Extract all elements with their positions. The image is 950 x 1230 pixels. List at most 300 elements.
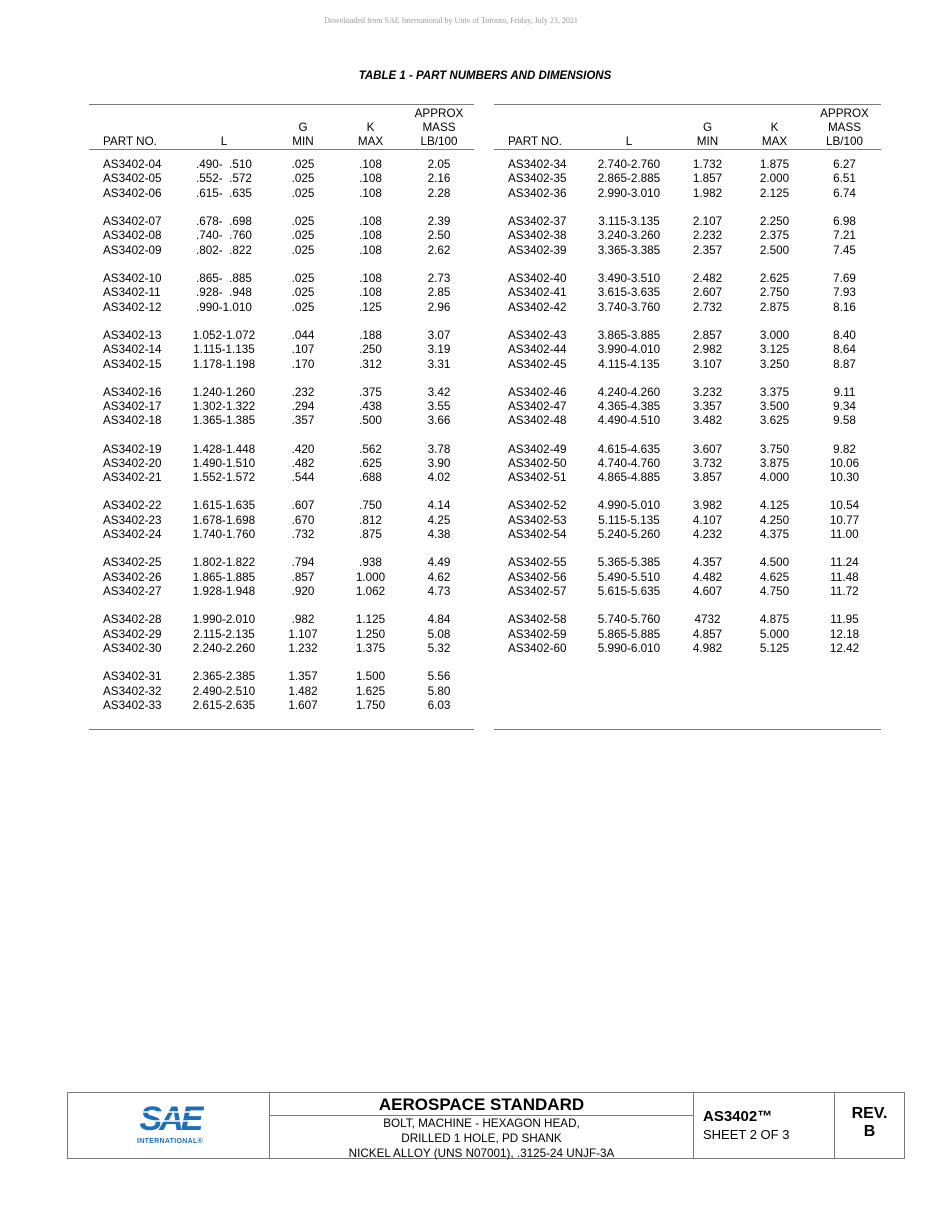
logo-cell (68, 1093, 270, 1158)
group-spacer (89, 543, 474, 557)
length-cell: 4.865-4.885 (597, 471, 661, 485)
g-min-cell: .794 (291, 556, 315, 570)
length-cell: 2.615-2.635 (192, 698, 256, 712)
table-row (494, 471, 881, 485)
mass-cell: 2.96 (427, 300, 451, 314)
length-cell: .552- .572 (196, 172, 252, 186)
k-max-cell: 1.000 (355, 570, 386, 584)
mass-cell: 4.73 (427, 585, 451, 599)
length-cell: 3.365-3.385 (597, 243, 661, 257)
k-max-cell: .108 (359, 214, 382, 228)
length-cell: 1.865-1.885 (192, 570, 256, 584)
part-number-cell: AS3402-25 (103, 556, 162, 570)
document-number: AS3402™ (703, 1108, 773, 1125)
k-max-cell: 4.125 (759, 499, 790, 513)
part-number-cell: AS3402-22 (103, 499, 162, 513)
length-cell: 1.302-1.322 (192, 400, 256, 414)
revision-label: REV. (851, 1105, 888, 1122)
k-max-cell: .438 (359, 400, 382, 414)
table-row (494, 414, 881, 428)
length-cell: 3.615-3.635 (597, 286, 661, 300)
part-number-cell: AS3402-16 (103, 385, 162, 399)
part-number-cell: AS3402-42 (508, 300, 567, 314)
g-min-cell: 3.357 (692, 400, 723, 414)
g-min-cell: 2.357 (692, 243, 723, 257)
part-number-cell: AS3402-13 (103, 328, 162, 342)
mass-cell: 12.42 (829, 642, 860, 656)
g-min-cell: 3.857 (692, 471, 723, 485)
g-min-cell: 3.982 (692, 499, 723, 513)
length-cell: 5.740-5.760 (597, 613, 661, 627)
length-cell: 2.990-3.010 (597, 186, 661, 200)
part-number-cell: AS3402-40 (508, 271, 567, 285)
k-max-cell: 4.375 (759, 528, 790, 542)
table-row (494, 613, 881, 627)
table-row (494, 272, 881, 286)
table-row (89, 628, 474, 642)
group-spacer (89, 429, 474, 443)
mass-cell: 3.31 (427, 357, 451, 371)
part-number-cell: AS3402-32 (103, 684, 162, 698)
col-l: L (179, 105, 269, 150)
part-number-cell: AS3402-10 (103, 271, 162, 285)
table-row (494, 400, 881, 414)
table-row (494, 571, 881, 585)
k-max-cell: 5.000 (759, 627, 790, 641)
k-max-cell: 3.250 (759, 357, 790, 371)
table-row (89, 499, 474, 513)
table-row (89, 301, 474, 315)
length-cell: 3.740-3.760 (597, 300, 661, 314)
k-max-cell: 1.750 (355, 698, 386, 712)
length-cell: 1.740-1.760 (192, 528, 256, 542)
length-cell: 4.365-4.385 (597, 400, 661, 414)
part-number-cell: AS3402-51 (508, 471, 567, 485)
table-row (89, 443, 474, 457)
col-g: G MIN (269, 105, 337, 150)
g-min-cell: 1.982 (692, 186, 723, 200)
sae-logo-subtitle: INTERNATIONAL® (136, 1138, 203, 1145)
group-spacer (89, 201, 474, 215)
part-number-cell: AS3402-24 (103, 528, 162, 542)
title-block (67, 1092, 905, 1159)
revision-cell (835, 1093, 904, 1158)
k-max-cell: 1.125 (355, 613, 386, 627)
length-cell: 1.240-1.260 (192, 385, 256, 399)
part-number-cell: AS3402-28 (103, 613, 162, 627)
g-min-cell: .982 (291, 613, 315, 627)
part-table-left (89, 104, 474, 730)
length-cell: .740- .760 (196, 229, 252, 243)
mass-cell: 11.24 (830, 556, 859, 570)
col-mass: APPROX MASS LB/100 (808, 105, 881, 150)
part-number-cell: AS3402-48 (508, 414, 567, 428)
sae-logo (134, 1100, 206, 1144)
table-row (89, 343, 474, 357)
length-cell: 2.240-2.260 (192, 642, 256, 656)
table-row (494, 301, 881, 315)
mass-cell: 11.48 (830, 570, 859, 584)
k-max-cell: 3.000 (759, 328, 790, 342)
group-spacer (89, 150, 474, 159)
length-cell: 5.615-5.635 (597, 585, 661, 599)
table-row (89, 229, 474, 243)
part-number-cell: AS3402-27 (103, 585, 162, 599)
mass-cell: 6.98 (833, 214, 856, 228)
mass-cell: 2.50 (427, 229, 451, 243)
g-min-cell: .044 (291, 328, 315, 342)
group-spacer (89, 600, 474, 614)
part-number-cell: AS3402-26 (103, 570, 162, 584)
table-row (89, 172, 474, 186)
length-cell: 1.115-1.135 (193, 343, 255, 357)
length-cell: 1.552-1.572 (192, 471, 256, 485)
table-row (89, 556, 474, 570)
part-number-cell: AS3402-37 (508, 214, 567, 228)
part-number-cell: AS3402-20 (103, 456, 162, 470)
g-min-cell: .025 (291, 229, 315, 243)
part-number-cell: AS3402-55 (508, 556, 567, 570)
k-max-cell: 1.500 (355, 670, 386, 684)
table-row (494, 443, 881, 457)
k-max-cell: 4.875 (759, 613, 790, 627)
g-min-cell: .025 (291, 243, 315, 257)
g-min-cell: .025 (291, 172, 315, 186)
sae-logo-icon (134, 1100, 206, 1134)
table-row (494, 358, 881, 372)
table-row (89, 400, 474, 414)
mass-cell: 4.49 (427, 556, 451, 570)
mass-cell: 6.74 (833, 186, 856, 200)
part-number-cell: AS3402-58 (508, 613, 567, 627)
mass-cell: 4.84 (427, 613, 451, 627)
part-number-cell: AS3402-33 (103, 698, 162, 712)
g-min-cell: 1.857 (692, 172, 723, 186)
table-row (89, 272, 474, 286)
part-number-cell: AS3402-52 (508, 499, 567, 513)
mass-cell: 7.93 (833, 286, 856, 300)
k-max-cell: 2.750 (759, 286, 790, 300)
g-min-cell: 4.482 (692, 570, 723, 584)
table-row (89, 571, 474, 585)
part-number-cell: AS3402-50 (508, 456, 567, 470)
group-spacer (494, 486, 881, 500)
k-max-cell: 2.375 (759, 229, 790, 243)
group-spacer (494, 372, 881, 386)
g-min-cell: .857 (291, 570, 315, 584)
k-max-cell: 1.250 (355, 627, 386, 641)
g-min-cell: 4.857 (692, 627, 723, 641)
length-cell: 3.865-3.885 (597, 328, 661, 342)
g-min-cell: 2.732 (692, 300, 723, 314)
k-max-cell: .375 (359, 385, 382, 399)
length-cell: 1.428-1.448 (192, 442, 256, 456)
col-k: K MAX (337, 105, 404, 150)
table-row (89, 471, 474, 485)
k-max-cell: .188 (359, 328, 382, 342)
mass-cell: 11.95 (830, 613, 859, 627)
table-row (89, 514, 474, 528)
mass-cell: 4.38 (427, 528, 451, 542)
table-row (494, 244, 881, 258)
length-cell: 1.052-1.072 (192, 328, 256, 342)
length-cell: 2.115-2.135 (193, 627, 255, 641)
k-max-cell: 2.875 (759, 300, 790, 314)
length-cell: 4.240-4.260 (597, 385, 661, 399)
mass-cell: 7.21 (833, 229, 856, 243)
k-max-cell: 3.375 (759, 385, 790, 399)
length-cell: 4.115-4.135 (598, 357, 660, 371)
g-min-cell: .920 (291, 585, 315, 599)
mass-cell: 12.18 (829, 627, 860, 641)
k-max-cell: 4.500 (759, 556, 790, 570)
mass-cell: 3.55 (427, 400, 451, 414)
part-number-cell: AS3402-11 (103, 286, 161, 300)
g-min-cell: 3.482 (692, 414, 723, 428)
g-min-cell: 4.107 (692, 513, 723, 527)
k-max-cell: .875 (359, 528, 382, 542)
table-row (494, 215, 881, 229)
k-max-cell: .108 (359, 186, 382, 200)
standard-desc-line1: BOLT, MACHINE - HEXAGON HEAD, (383, 1117, 580, 1130)
table-row (494, 229, 881, 243)
k-max-cell: 1.625 (355, 684, 386, 698)
table-row (494, 286, 881, 300)
table-end-rule (89, 713, 474, 730)
g-min-cell: 4.982 (692, 642, 723, 656)
standard-desc-line3: NICKEL ALLOY (UNS N07001), .3125-24 UNJF-3A (348, 1147, 615, 1160)
table-row (89, 244, 474, 258)
g-min-cell: 2.232 (692, 229, 723, 243)
table-row (494, 172, 881, 186)
col-part-no: PART NO. (89, 105, 179, 150)
length-cell: 4.615-4.635 (597, 442, 661, 456)
mass-cell: 4.62 (427, 570, 451, 584)
length-cell: 1.178-1.198 (192, 357, 256, 371)
part-number-cell: AS3402-29 (103, 627, 162, 641)
g-min-cell: .232 (291, 385, 315, 399)
part-number-cell: AS3402-53 (508, 513, 567, 527)
mass-cell: 8.87 (833, 357, 856, 371)
mass-cell: 2.62 (427, 243, 451, 257)
part-number-cell: AS3402-56 (508, 570, 567, 584)
mass-cell: 5.32 (427, 642, 451, 656)
col-l: L (584, 105, 674, 150)
mass-cell: 3.42 (427, 385, 451, 399)
mass-cell: 9.34 (833, 400, 856, 414)
mass-cell: 9.11 (833, 385, 856, 399)
group-spacer (494, 315, 881, 329)
g-min-cell: 4.607 (692, 585, 723, 599)
mass-cell: 10.06 (829, 456, 860, 470)
part-number-cell: AS3402-12 (103, 300, 162, 314)
k-max-cell: .312 (359, 357, 382, 371)
k-max-cell: .108 (359, 286, 382, 300)
k-max-cell: .108 (359, 172, 382, 186)
table-row (494, 499, 881, 513)
g-min-cell: .025 (291, 271, 315, 285)
k-max-cell: .500 (359, 414, 382, 428)
filler-row (494, 656, 881, 670)
mass-cell: 10.54 (829, 499, 860, 513)
part-number-cell: AS3402-44 (508, 343, 567, 357)
mass-cell: 2.73 (427, 271, 451, 285)
table-row (494, 642, 881, 656)
group-spacer (89, 258, 474, 272)
part-number-cell: AS3402-04 (103, 158, 162, 171)
table-row (89, 457, 474, 471)
part-number-cell: AS3402-49 (508, 442, 567, 456)
table-row (89, 358, 474, 372)
length-cell: .490- .510 (196, 158, 252, 171)
length-cell: 5.490-5.510 (597, 570, 661, 584)
g-min-cell: .107 (291, 343, 315, 357)
table-row (494, 158, 881, 172)
g-min-cell: 2.607 (692, 286, 723, 300)
part-number-cell: AS3402-43 (508, 328, 567, 342)
filler-row (494, 699, 881, 713)
g-min-cell: 2.482 (692, 271, 723, 285)
part-number-cell: AS3402-54 (508, 528, 567, 542)
table-row (89, 414, 474, 428)
k-max-cell: 3.875 (759, 456, 790, 470)
table-row (494, 585, 881, 599)
k-max-cell: 3.125 (759, 343, 790, 357)
part-number-cell: AS3402-21 (103, 471, 162, 485)
length-cell: 2.490-2.510 (192, 684, 256, 698)
standard-heading: AEROSPACE STANDARD (270, 1093, 693, 1116)
k-max-cell: .125 (359, 300, 382, 314)
group-spacer (89, 372, 474, 386)
g-min-cell: 3.107 (692, 357, 723, 371)
mass-cell: 5.56 (427, 670, 451, 684)
mass-cell: 6.27 (833, 158, 856, 171)
table-row (89, 585, 474, 599)
table-row (89, 329, 474, 343)
length-cell: 4.990-5.010 (597, 499, 661, 513)
group-spacer (494, 543, 881, 557)
group-spacer (89, 315, 474, 329)
g-min-cell: .670 (291, 513, 315, 527)
table-row (89, 685, 474, 699)
sheet-number: SHEET 2 OF 3 (703, 1127, 790, 1142)
k-max-cell: .750 (359, 499, 382, 513)
table-row (89, 613, 474, 627)
length-cell: .865- .885 (196, 271, 252, 285)
table-row (494, 187, 881, 201)
k-max-cell: 2.125 (759, 186, 790, 200)
mass-cell: 4.02 (427, 471, 451, 485)
k-max-cell: 4.250 (759, 513, 790, 527)
mass-cell: 11.72 (830, 585, 859, 599)
table-row (89, 215, 474, 229)
table-row (89, 286, 474, 300)
part-number-cell: AS3402-38 (508, 229, 567, 243)
g-min-cell: 2.107 (692, 214, 723, 228)
part-number-cell: AS3402-47 (508, 400, 567, 414)
g-min-cell: 1.482 (288, 684, 318, 698)
length-cell: 1.928-1.948 (192, 585, 256, 599)
g-min-cell: .732 (291, 528, 315, 542)
g-min-cell: 3.607 (692, 442, 723, 456)
g-min-cell: 4732 (694, 613, 721, 627)
table-row (89, 642, 474, 656)
part-number-cell: AS3402-30 (103, 642, 162, 656)
part-number-cell: AS3402-07 (103, 214, 162, 228)
table-row (494, 628, 881, 642)
k-max-cell: 1.375 (355, 642, 386, 656)
table-row (89, 386, 474, 400)
col-k: K MAX (741, 105, 808, 150)
mass-cell: 6.51 (833, 172, 856, 186)
length-cell: 1.802-1.822 (192, 556, 256, 570)
k-max-cell: 4.750 (759, 585, 790, 599)
table-row (89, 670, 474, 684)
table-end-rule (494, 713, 881, 730)
mass-cell: 4.14 (427, 499, 451, 513)
length-cell: .802- .822 (196, 243, 252, 257)
svg-text:SAE: SAE (139, 1100, 201, 1134)
length-cell: 2.365-2.385 (192, 670, 256, 684)
part-number-cell: AS3402-45 (508, 357, 567, 371)
table-row (89, 187, 474, 201)
table-row (89, 528, 474, 542)
g-min-cell: 3.732 (692, 456, 723, 470)
length-cell: 5.990-6.010 (597, 642, 661, 656)
length-cell: .928- .948 (196, 286, 252, 300)
table-row (494, 457, 881, 471)
part-number-cell: AS3402-18 (103, 414, 162, 428)
part-number-cell: AS3402-39 (508, 243, 567, 257)
k-max-cell: .938 (359, 556, 382, 570)
part-number-cell: AS3402-57 (508, 585, 567, 599)
group-spacer (494, 429, 881, 443)
revision-value: B (863, 1123, 876, 1140)
k-max-cell: 4.625 (759, 570, 790, 584)
length-cell: 1.615-1.635 (192, 499, 256, 513)
filler-row (494, 670, 881, 684)
length-cell: 3.990-4.010 (597, 343, 661, 357)
part-number-cell: AS3402-17 (103, 400, 162, 414)
table-row (494, 556, 881, 570)
table-row (494, 329, 881, 343)
k-max-cell: .108 (359, 158, 382, 171)
k-max-cell: 3.500 (759, 400, 790, 414)
group-spacer (494, 150, 881, 159)
g-min-cell: .170 (291, 357, 315, 371)
k-max-cell: 4.000 (759, 471, 790, 485)
g-min-cell: .607 (291, 499, 315, 513)
mass-cell: 2.05 (427, 158, 451, 171)
mass-cell: 3.07 (427, 328, 451, 342)
part-number-cell: AS3402-06 (103, 186, 162, 200)
table-row (89, 699, 474, 713)
k-max-cell: .688 (359, 471, 382, 485)
g-min-cell: 1.107 (288, 627, 318, 641)
length-cell: 5.115-5.135 (598, 513, 660, 527)
mass-cell: 3.66 (427, 414, 451, 428)
part-number-cell: AS3402-09 (103, 243, 162, 257)
g-min-cell: 1.232 (288, 642, 318, 656)
mass-cell: 9.82 (833, 442, 856, 456)
mass-cell: 2.85 (427, 286, 451, 300)
mass-cell: 3.19 (427, 343, 451, 357)
mass-cell: 3.78 (427, 442, 451, 456)
g-min-cell: 1.607 (288, 698, 318, 712)
part-number-cell: AS3402-41 (508, 286, 567, 300)
group-spacer (494, 600, 881, 614)
part-number-cell: AS3402-59 (508, 627, 567, 641)
